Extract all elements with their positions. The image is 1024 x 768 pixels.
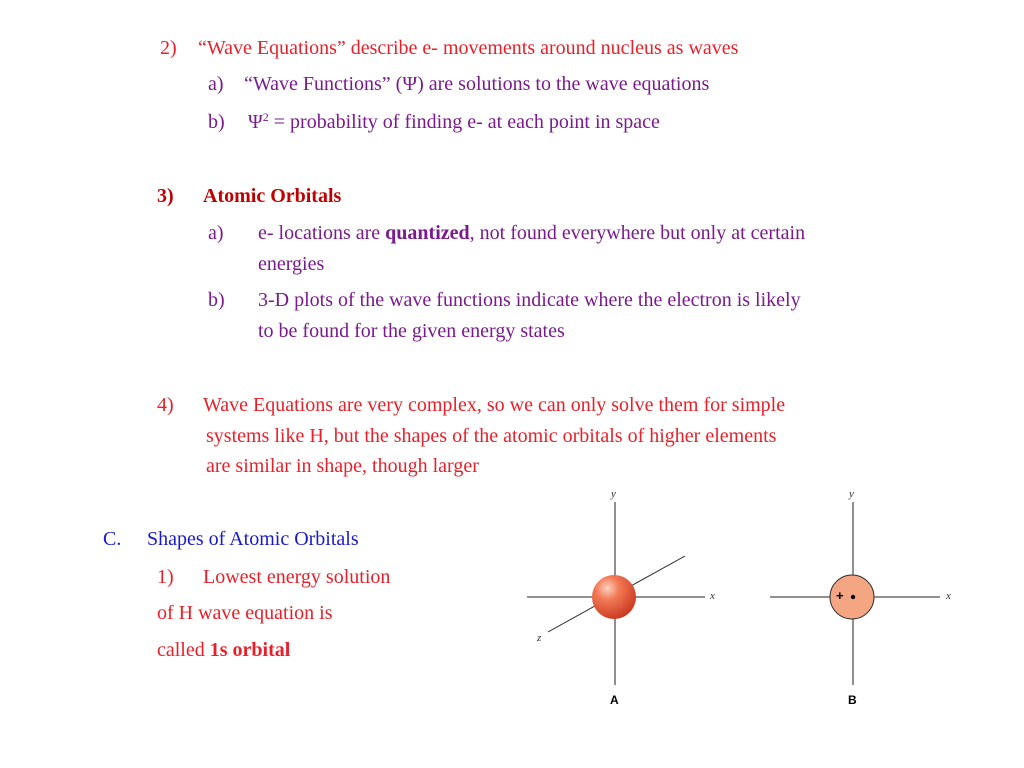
section-c-marker: C. <box>103 528 122 550</box>
item2a-marker: a) <box>208 73 224 95</box>
orbital-term: 1s orbital <box>209 639 291 661</box>
item2a-text: “Wave Functions” (Ψ) are solutions to the wave equations <box>244 73 710 95</box>
item3a-bold: quantized <box>385 222 470 244</box>
figure-a-x-label: x <box>710 590 715 602</box>
psi-superscript: 2 <box>262 110 269 124</box>
figure-b-caption: B <box>848 693 857 707</box>
item4-line3: are similar in shape, though larger <box>206 455 479 477</box>
nucleus-dot <box>851 595 855 599</box>
item3b-line2: to be found for the given energy states <box>258 320 565 342</box>
item2-text: “Wave Equations” describe e- movements around nucleus as waves <box>198 37 739 59</box>
1s-orbital-sphere <box>592 575 636 619</box>
figure-a-z-label: z <box>537 632 542 644</box>
item3b-line1: 3-D plots of the wave functions indicate where the electron is likely <box>258 289 801 311</box>
section-c-item1-number: 1) <box>157 566 174 588</box>
section-c-title: Shapes of Atomic Orbitals <box>147 528 359 550</box>
item4-line1: Wave Equations are very complex, so we can only solve them for simple <box>203 394 786 416</box>
line3-pre: called <box>157 639 210 661</box>
item2b-marker: b) <box>208 111 225 133</box>
figure-b-y-label: y <box>849 488 854 500</box>
section-c-item1-line1: Lowest energy solution <box>203 566 391 588</box>
item3-number: 3) <box>157 185 174 207</box>
figure-a-caption: A <box>610 693 619 707</box>
section-c-item1-line2: of H wave equation is <box>157 602 333 624</box>
figure-b-x-label: x <box>946 590 951 602</box>
item2-number: 2) <box>160 37 177 59</box>
item3b-marker: b) <box>208 289 225 311</box>
item3a-marker: a) <box>208 222 224 244</box>
figure-a <box>527 502 705 685</box>
figure-b <box>770 502 940 685</box>
figure-a-y-label: y <box>611 488 616 500</box>
item3a-post: , not found everywhere but only at certain <box>469 222 806 244</box>
item3a-line2: energies <box>258 253 325 275</box>
item3a-pre: e- locations are <box>258 222 386 244</box>
item3-title: Atomic Orbitals <box>203 185 342 207</box>
item4-line2: systems like H, but the shapes of the atomic orbitals of higher elements <box>206 425 777 447</box>
psi-symbol: Ψ <box>248 111 263 133</box>
item4-number: 4) <box>157 394 174 416</box>
plus-sign: + <box>836 588 844 603</box>
item2b-body: = probability of finding e- at each point in space <box>268 111 660 133</box>
